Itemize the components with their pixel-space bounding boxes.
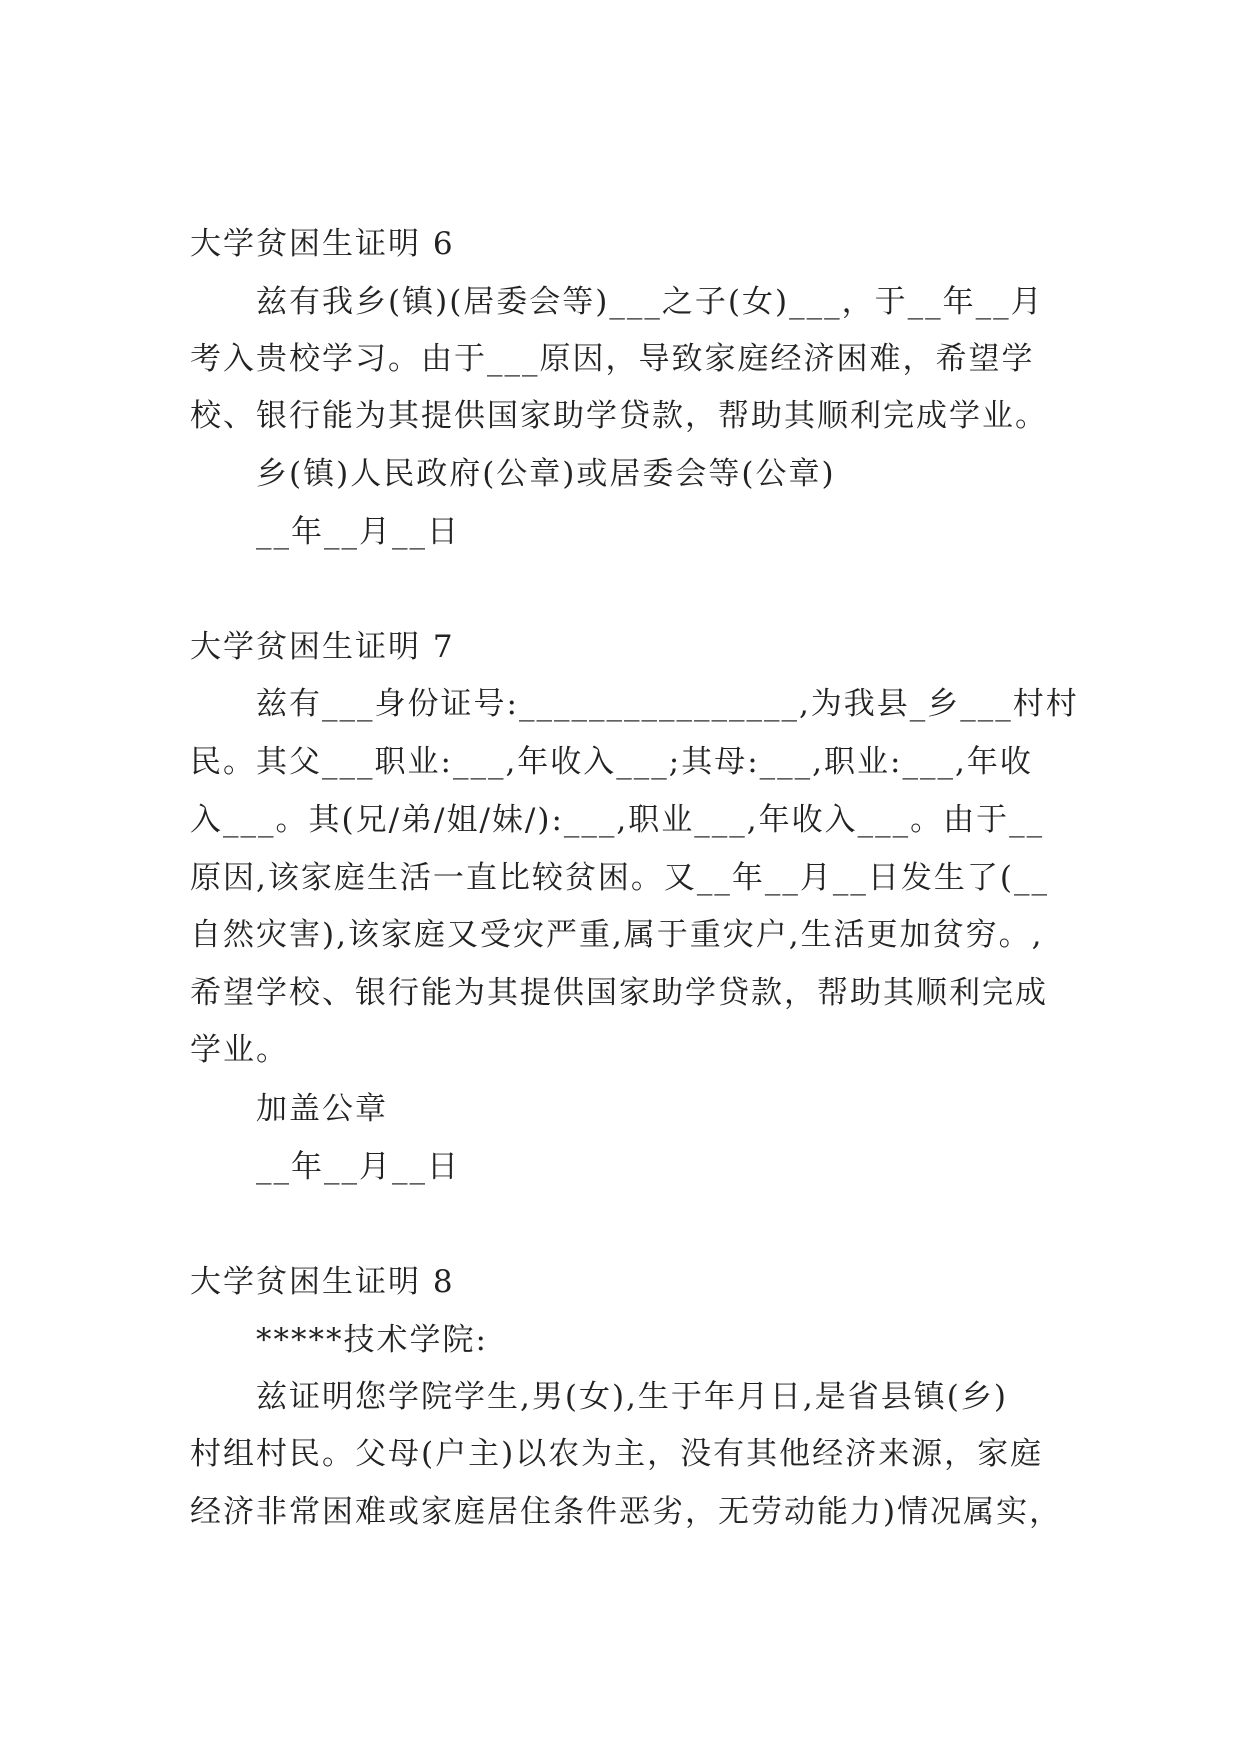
paragraph-line: 民。其父___职业:___,年收入___;其母:___,职业:___,年收 (190, 744, 1033, 780)
section-title: 大学贫困生证明 8 (190, 1264, 455, 1300)
seal-line: 加盖公章 (256, 1091, 388, 1127)
signature-line: 乡(镇)人民政府(公章)或居委会等(公章) (256, 456, 836, 492)
section-title: 大学贫困生证明 7 (190, 629, 455, 665)
paragraph-line: 考入贵校学习。由于___原因，导致家庭经济困难，希望学 (190, 341, 1035, 377)
addressee-line: *****技术学院: (256, 1322, 488, 1358)
paragraph-line: 学业。 (190, 1032, 289, 1068)
paragraph-line: 经济非常困难或家庭居住条件恶劣，无劳动能力)情况属实， (190, 1494, 1063, 1530)
paragraph-line: 希望学校、银行能为其提供国家助学贷款，帮助其顺利完成 (190, 975, 1048, 1011)
paragraph-line: 兹有我乡(镇)(居委会等)___之子(女)___，于__年__月 (256, 284, 1044, 320)
date-line: __年__月__日 (256, 1149, 460, 1185)
paragraph-line: 兹证明您学院学生,男(女),生于年月日,是省县镇(乡) (256, 1379, 1008, 1415)
section-title: 大学贫困生证明 6 (190, 226, 455, 262)
date-line: __年__月__日 (256, 514, 460, 550)
paragraph-line: 原因,该家庭生活一直比较贫困。又__年__月__日发生了(__ (190, 860, 1049, 896)
paragraph-line: 兹有___身份证号:________________,为我县_乡___村村 (256, 686, 1079, 722)
paragraph-line: 村组村民。父母(户主)以农为主，没有其他经济来源，家庭 (190, 1436, 1044, 1472)
paragraph-line: 校、银行能为其提供国家助学贷款，帮助其顺利完成学业。 (190, 398, 1048, 434)
paragraph-line: 自然灾害),该家庭又受灾严重,属于重灾户,生活更加贫穷。, (190, 917, 1044, 953)
paragraph-line: 入___。其(兄/弟/姐/妹/):___,职业___,年收入___。由于__ (190, 802, 1045, 838)
